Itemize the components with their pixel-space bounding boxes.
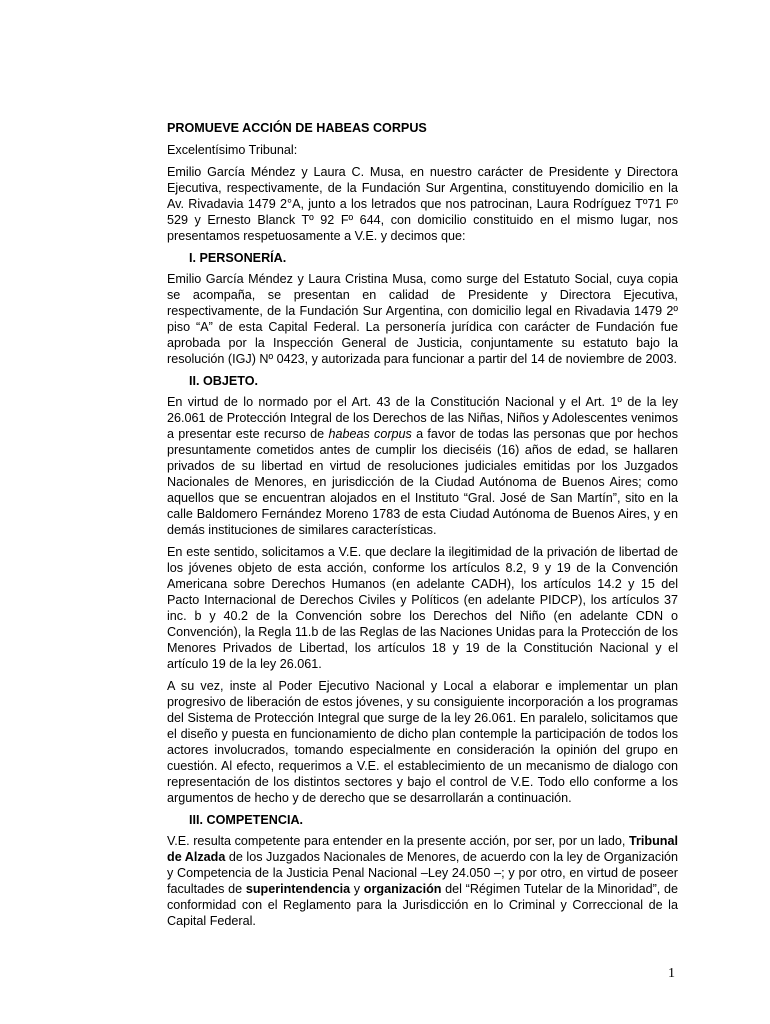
document-page	[167, 120, 678, 935]
objeto-paragraph-2: En este sentido, solicitamos a V.E. que declare la ilegitimidad de la privación de libertad de los jóvenes objeto de esta acción, conforme los artículos 8.2, 9 y 19 de la Convención Americana sobre Derechos Humanos (en adelante CADH), los artículos 14.2 y 15 del Pacto Internacional de Derechos Civiles y Políticos (en adelante PIDCP), los artículos 37 inc. b y 40.2 de la Convención sobre los Derechos del Niño (en adelante CDN o Convención), la Regla 11.b de las Reglas de las Naciones Unidas para la Protección de los Menores Privados de Libertad, los artículos 18 y 19 de la Constitución Nacional y el artículo 19 de la ley 26.061.	[167, 545, 678, 671]
personeria-paragraph: Emilio García Méndez y Laura Cristina Musa, como surge del Estatuto Social, cuya copia se acompaña, se presentan en calidad de Presidente y Directora Ejecutiva, respectivamente, de la Fundación Sur Argentina, con domicilio legal en Rivadavia 1479 2º piso “A” de esta Capital Federal. La personería jurídica con carácter de Fundación fue aprobada por la Inspección General de Justicia, conjuntamente su estatuto bajo la resolución (IGJ) Nº 0423, y autorizada para funcionar a partir del 14 de noviembre de 2003.	[167, 272, 678, 366]
objeto-paragraph-1	[167, 394, 678, 538]
competencia-text-g: del “Régimen Tutelar de la Minoridad”, de conformidad con el Reglamento para la Jurisdicción en lo Criminal y Correccional de la Capital Federal.	[167, 882, 678, 928]
competencia-paragraph	[167, 833, 678, 929]
competencia-text-e: y	[350, 882, 364, 896]
section-heading-competencia: III. COMPETENCIA.	[189, 813, 304, 827]
competencia-text-a: V.E. resulta competente para entender en la presente acción, por ser, por un lado,	[167, 834, 630, 848]
intro-paragraph: Emilio García Méndez y Laura C. Musa, en nuestro carácter de Presidente y Directora Ejecutiva, respectivamente, de la Fundación Sur Argentina, constituyendo domicilio en la Av. Rivadavia 1479 2°A, junto a los letrados que nos patrocinan, Laura Rodríguez Tº71 Fº 529 y Ernesto Blanck Tº 92 Fº 644, con domicilio constituido en el mismo lugar, nos presentamos respetuosamente a V.E. y decimos que:	[167, 165, 678, 243]
page-number: 1	[668, 966, 675, 981]
section-heading-personeria: I. PERSONERÍA.	[189, 251, 287, 265]
objeto-text-b: a favor de todas las personas que por hechos presuntamente cometidos antes de cumplir los dieciséis (16) años de edad, se hallaren privados de su libertad en virtud de resoluciones judiciales emitidas por los Juzgados Nacionales de Menores, en jurisdicción de la Ciudad Autónoma de Buenos Aires; como aquellos que se encuentran alojados en el Instituto “Gral. José de San Martín”, sito en la calle Baldomero Fernández Moreno 1783 de esta Ciudad Autónoma de Buenos Aires, y en demás instituciones de similares características.	[167, 427, 678, 537]
salutation: Excelentísimo Tribunal:	[167, 143, 298, 157]
objeto-text-a: En virtud de lo normado por el Art. 43 de la Constitución Nacional y el Art. 1º de la ley 26.061 de Protección Integral de los Derechos de las Niñas, Niños y Adolescentes venimos a presentar este recurso de	[167, 395, 678, 441]
document-title: PROMUEVE ACCIÓN DE HABEAS CORPUS	[167, 121, 427, 135]
organizacion-bold: organización	[363, 882, 442, 896]
competencia-text-c: de los Juzgados Nacionales de Menores, de acuerdo con la ley de Organización y Competencia de la Justicia Penal Nacional –Ley 24.050 –; y por otro, en virtud de poseer facultades de	[167, 850, 679, 896]
superintendencia-bold: superintendencia	[245, 882, 351, 896]
tribunal-alzada-bold: Tribunal de Alzada	[167, 834, 678, 864]
objeto-paragraph-3: A su vez, inste al Poder Ejecutivo Nacional y Local a elaborar e implementar un plan progresivo de liberación de estos jóvenes, y su consiguiente incorporación a los programas del Sistema de Protección Integral que surge de la ley 26.061. En paralelo, solicitamos que el diseño y puesta en funcionamiento de dicho plan contemple la participación de todos los actores involucrados, tomando especialmente en consideración la opinión del grupo en cuestión. Al efecto, requerimos a V.E. el establecimiento de un mecanismo de dialogo con representación de los distintos sectores y bajo el control de V.E. Todo ello conforme a los argumentos de hecho y de derecho que se desarrollarán a continuación.	[167, 679, 678, 805]
section-heading-objeto: II. OBJETO.	[189, 374, 259, 388]
habeas-corpus-italic: habeas corpus	[328, 427, 412, 441]
